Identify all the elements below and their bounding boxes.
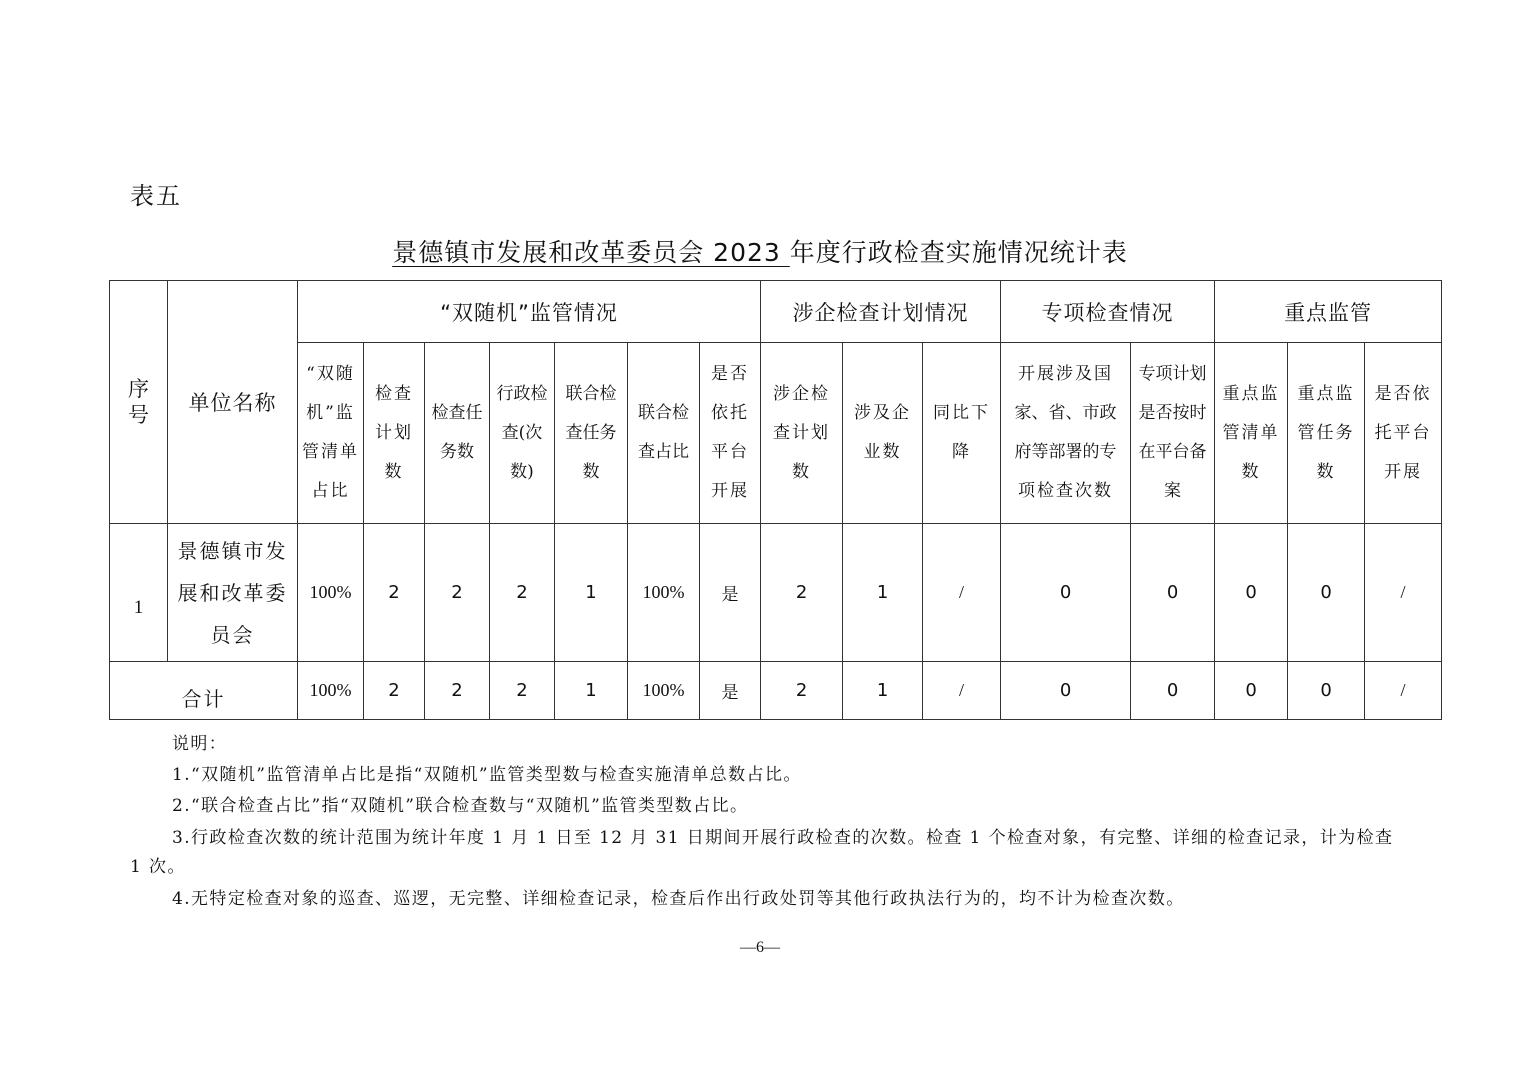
total-yoy-decrease: / (923, 662, 1001, 720)
total-joint-ratio: 100% (628, 662, 700, 720)
header-group-special-inspection: 专项检查情况 (1001, 281, 1215, 343)
total-key-platform-based: / (1365, 662, 1442, 720)
header-group-enterprise-plan: 涉企检查计划情况 (761, 281, 1001, 343)
statistics-table (109, 280, 1442, 720)
note-item: 4.无特定检查对象的巡查、巡逻，无完整、详细检查记录，检查后作出行政处罚等其他行政执法行为的，均不计为检查次数。 (172, 889, 1185, 909)
title-rest: 年度行政检查实施情况统计表 (789, 238, 1128, 267)
header-yoy-decrease: 同比下 降 (923, 343, 1001, 524)
total-enterprise-count: 1 (843, 662, 923, 720)
total-task-count: 2 (425, 662, 490, 720)
cell-enterprise-plan-count: 2 (761, 524, 843, 662)
total-key-list-count: 0 (1215, 662, 1288, 720)
table-row (110, 524, 1442, 662)
header-plan-count: 检查 计划 数 (364, 343, 425, 524)
cell-task-count: 2 (425, 524, 490, 662)
header-key-platform-based: 是否依 托平台 开展 (1365, 343, 1442, 524)
cell-key-list-count: 0 (1215, 524, 1288, 662)
title-underlined-part: 景德镇市发展和改革委员会 2023 (392, 238, 790, 267)
header-joint-ratio: 联合检 查占比 (628, 343, 700, 524)
cell-platform-based: 是 (700, 524, 761, 662)
header-platform-based: 是否 依托 平台 开展 (700, 343, 761, 524)
cell-joint-task-count: 1 (555, 524, 628, 662)
header-special-inspection-count: 开展涉及国 家、省、市政 府等部署的专 项检查次数 (1001, 343, 1131, 524)
total-random-list-ratio: 100% (298, 662, 364, 720)
cell-special-plan-filed: 0 (1131, 524, 1215, 662)
cell-admin-inspection-times: 2 (490, 524, 555, 662)
document-title (0, 233, 1520, 269)
total-row (110, 662, 1442, 720)
cell-random-list-ratio: 100% (298, 524, 364, 662)
total-platform-based: 是 (700, 662, 761, 720)
header-enterprise-plan-count: 涉企检 查计划 数 (761, 343, 843, 524)
page-number: —6— (740, 939, 780, 956)
total-key-task-count: 0 (1288, 662, 1365, 720)
cell-yoy-decrease: / (923, 524, 1001, 662)
total-label: 合计 (110, 662, 298, 720)
row-unit-name: 景德镇市发 展和改革委 员会 (168, 524, 298, 662)
header-group-random-supervision: “双随机”监管情况 (298, 281, 761, 343)
total-plan-count: 2 (364, 662, 425, 720)
header-row-columns (110, 343, 1442, 524)
header-task-count: 检查任 务数 (425, 343, 490, 524)
header-row-groups (110, 281, 1442, 343)
notes-title: 说明： (172, 734, 228, 754)
note-item: 3.行政检查次数的统计范围为统计年度 1 月 1 日至 12 月 31 日期间开展行政检查的次数。检查 1 个检查对象，有完整、详细的检查记录，计为检查 1 次。 (130, 828, 1394, 877)
total-enterprise-plan-count: 2 (761, 662, 843, 720)
total-admin-inspection-times: 2 (490, 662, 555, 720)
cell-enterprise-count: 1 (843, 524, 923, 662)
note-item: 1.“双随机”监管清单占比是指“双随机”监管类型数与检查实施清单总数占比。 (172, 765, 802, 785)
table-label: 表五 (130, 182, 182, 210)
header-special-plan-filed: 专项计划 是否按时 在平台备 案 (1131, 343, 1215, 524)
row-index: 1 (110, 524, 168, 662)
cell-joint-ratio: 100% (628, 524, 700, 662)
header-key-task-count: 重点监 管任务 数 (1288, 343, 1365, 524)
header-joint-task-count: 联合检 查任务 数 (555, 343, 628, 524)
total-joint-task-count: 1 (555, 662, 628, 720)
cell-key-platform-based: / (1365, 524, 1442, 662)
header-admin-inspection-times: 行政检 查(次 数) (490, 343, 555, 524)
header-random-list-ratio: “双随 机”监 管清单 占比 (298, 343, 364, 524)
header-enterprise-count: 涉及企 业数 (843, 343, 923, 524)
total-special-plan-filed: 0 (1131, 662, 1215, 720)
header-key-list-count: 重点监 管清单 数 (1215, 343, 1288, 524)
header-group-key-supervision: 重点监管 (1215, 281, 1442, 343)
note-item: 2.“联合检查占比”指“双随机”联合检查数与“双随机”监管类型数占比。 (172, 796, 749, 816)
total-special-inspection-count: 0 (1001, 662, 1131, 720)
cell-plan-count: 2 (364, 524, 425, 662)
header-index: 序号 (110, 281, 168, 524)
cell-key-task-count: 0 (1288, 524, 1365, 662)
cell-special-inspection-count: 0 (1001, 524, 1131, 662)
header-unit-name: 单位名称 (168, 281, 298, 524)
